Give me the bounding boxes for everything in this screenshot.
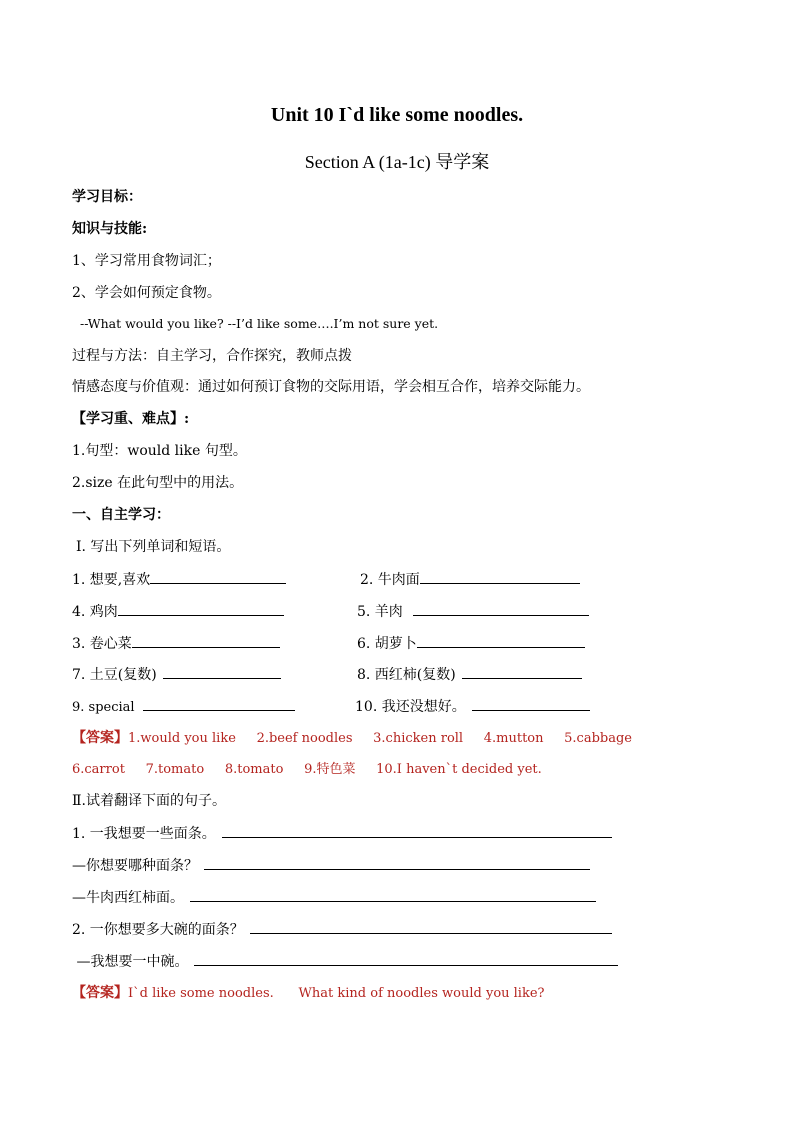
vocab-row	[72, 601, 284, 622]
answer-blank[interactable]	[190, 887, 596, 902]
page-subtitle: Section A (1a-1c) 导学案	[304, 152, 490, 172]
translation-row	[72, 919, 612, 940]
answer-blank[interactable]	[143, 696, 295, 711]
vocab-row	[72, 664, 281, 685]
answer-blank[interactable]	[250, 919, 612, 934]
vocab-row	[357, 601, 589, 622]
answer-blank[interactable]	[118, 601, 284, 616]
translation-row	[72, 855, 590, 876]
answer-blank[interactable]	[194, 951, 618, 966]
answer-blank[interactable]	[413, 601, 589, 616]
translation-row	[72, 823, 612, 844]
answer-blank[interactable]	[163, 664, 281, 679]
sentence-prompt: —你想要哪种面条？	[72, 858, 198, 874]
answer-blank[interactable]	[150, 569, 286, 584]
part2-heading: Ⅱ.试着翻译下面的句子。	[72, 793, 226, 809]
answer-blank[interactable]	[472, 696, 590, 711]
vocab-prompt: 4. 鸡肉	[72, 604, 118, 620]
objective-1: 1、学习常用食物词汇；	[72, 253, 221, 269]
vocab-prompt: 6. 胡萝卜	[357, 636, 417, 652]
answer-label: 【答案】	[72, 730, 128, 746]
answer-text: I`d like some noodles. What kind of noodles would you like?	[128, 986, 545, 1001]
objective-2: 2、学会如何预定食物。	[72, 285, 221, 301]
answer-blank[interactable]	[420, 569, 580, 584]
answer-text: 6.carrot 7.tomato 8.tomato 9.特色菜 10.I haven`t decided yet.	[72, 762, 542, 777]
key-point-2: 2.size 在此句型中的用法。	[72, 475, 244, 491]
sentence-prompt: —我想要一中碗。	[72, 954, 189, 970]
answer-blank[interactable]	[462, 664, 582, 679]
sentence-prompt: 2. 一你想要多大碗的面条？	[72, 922, 244, 938]
objectives-heading: 学习目标：	[72, 189, 142, 205]
key-points-heading: 【学习重、难点】:	[72, 411, 190, 427]
self-study-heading: 一、自主学习：	[72, 507, 170, 523]
answer-blank[interactable]	[417, 633, 585, 648]
vocab-prompt: 3. 卷心菜	[72, 636, 132, 652]
vocab-prompt: 5. 羊肉	[357, 604, 403, 620]
vocab-prompt: 2. 牛肉面	[360, 572, 420, 588]
vocab-prompt: 9. special	[72, 700, 135, 715]
translation-row	[72, 951, 618, 972]
answer-blank[interactable]	[222, 823, 612, 838]
vocab-row	[357, 633, 585, 654]
part1-heading: Ⅰ. 写出下列单词和短语。	[76, 539, 231, 555]
answer-text: 1.would you like 2.beef noodles 3.chicken roll 4.mutton 5.cabbage	[128, 731, 632, 746]
vocab-row	[72, 569, 286, 590]
vocab-row	[72, 633, 280, 654]
vocab-row	[357, 664, 582, 685]
vocab-row	[360, 569, 580, 590]
vocab-row	[355, 696, 590, 717]
answer-blank[interactable]	[204, 855, 590, 870]
vocab-prompt: 1. 想要,喜欢	[72, 572, 151, 588]
process-method: 过程与方法：自主学习，合作探究，教师点拨	[72, 348, 352, 364]
emotion-values: 情感态度与价值观：通过如何预订食物的交际用语，学会相互合作，培养交际能力。	[72, 379, 590, 395]
dialog-example: --What would you like? --I’d like some….I’m not sure yet.	[80, 316, 439, 331]
answer-block-2	[72, 983, 545, 1004]
answer-label: 【答案】	[72, 985, 128, 1001]
key-point-1: 1.句型：would like 句型。	[72, 443, 247, 459]
answer-blank[interactable]	[132, 633, 280, 648]
vocab-prompt: 10. 我还没想好。	[355, 699, 466, 715]
page-title: Unit 10 I`d like some noodles.	[270, 104, 524, 126]
answer-block-1	[72, 728, 632, 749]
vocab-prompt: 7. 土豆(复数)	[72, 667, 157, 683]
knowledge-heading: 知识与技能:	[72, 221, 148, 237]
sentence-prompt: 1. 一我想要一些面条。	[72, 826, 216, 842]
answer-block-1-cont	[72, 760, 542, 780]
sentence-prompt: —牛肉西红柿面。	[72, 890, 184, 906]
vocab-prompt: 8. 西红柿(复数)	[357, 667, 456, 683]
translation-row	[72, 887, 596, 908]
vocab-row	[72, 696, 295, 718]
